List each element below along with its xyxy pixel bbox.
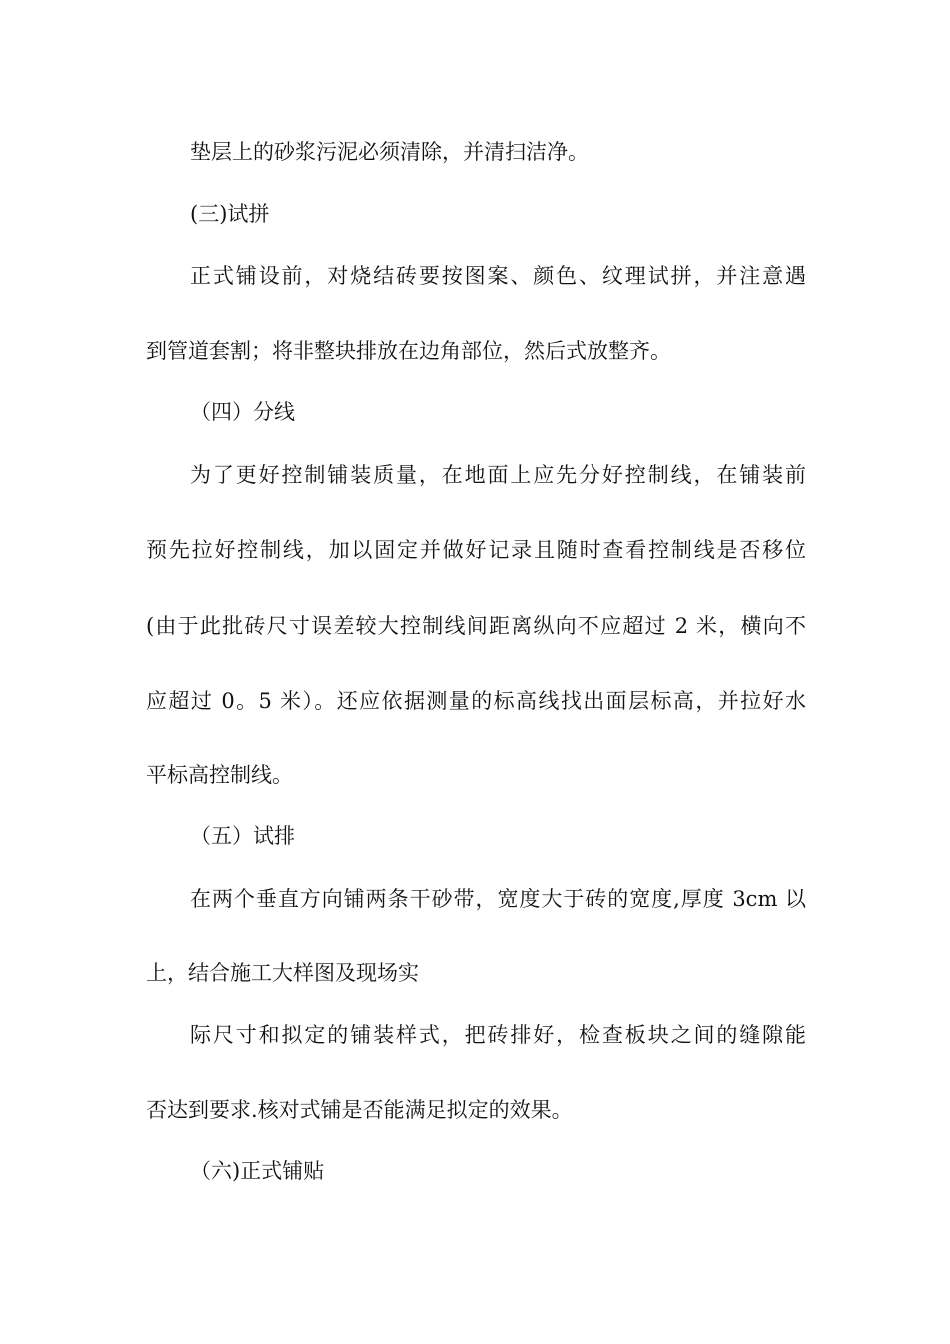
section-heading-6: （六)正式铺贴	[190, 1159, 325, 1183]
section-heading-5: （五）试排	[190, 824, 295, 848]
paragraph-line: 预先拉好控制线，加以固定并做好记录且随时查看控制线是否移位	[146, 538, 806, 562]
section-heading-3: (三)试拼	[190, 202, 270, 226]
paragraph-line: 应超过 0。5 米）。还应依据测量的标高线找出面层标高，并拉好水	[146, 689, 806, 713]
paragraph-line: 平标高控制线。	[146, 763, 293, 787]
paragraph-line: 上，结合施工大样图及现场实	[146, 961, 419, 985]
paragraph-line: 际尺寸和拟定的铺装样式，把砖排好，检查板块之间的缝隙能	[190, 1023, 806, 1047]
paragraph-line: 到管道套割；将非整块排放在边角部位，然后式放整齐。	[146, 339, 671, 363]
paragraph-line: (由于此批砖尺寸误差较大控制线间距离纵向不应超过 2 米，横向不	[146, 614, 806, 638]
section-heading-4: （四）分线	[190, 400, 295, 424]
paragraph-line: 为了更好控制铺装质量，在地面上应先分好控制线，在铺装前	[190, 463, 806, 487]
paragraph-line: 在两个垂直方向铺两条干砂带，宽度大于砖的宽度,厚度 3cm 以	[190, 887, 806, 911]
paragraph-line: 否达到要求.核对式铺是否能满足拟定的效果。	[146, 1098, 573, 1122]
paragraph-line: 正式铺设前，对烧结砖要按图案、颜色、纹理试拼，并注意遇	[190, 264, 806, 288]
paragraph-line: 垫层上的砂浆污泥必须清除，并清扫洁净。	[190, 140, 589, 164]
